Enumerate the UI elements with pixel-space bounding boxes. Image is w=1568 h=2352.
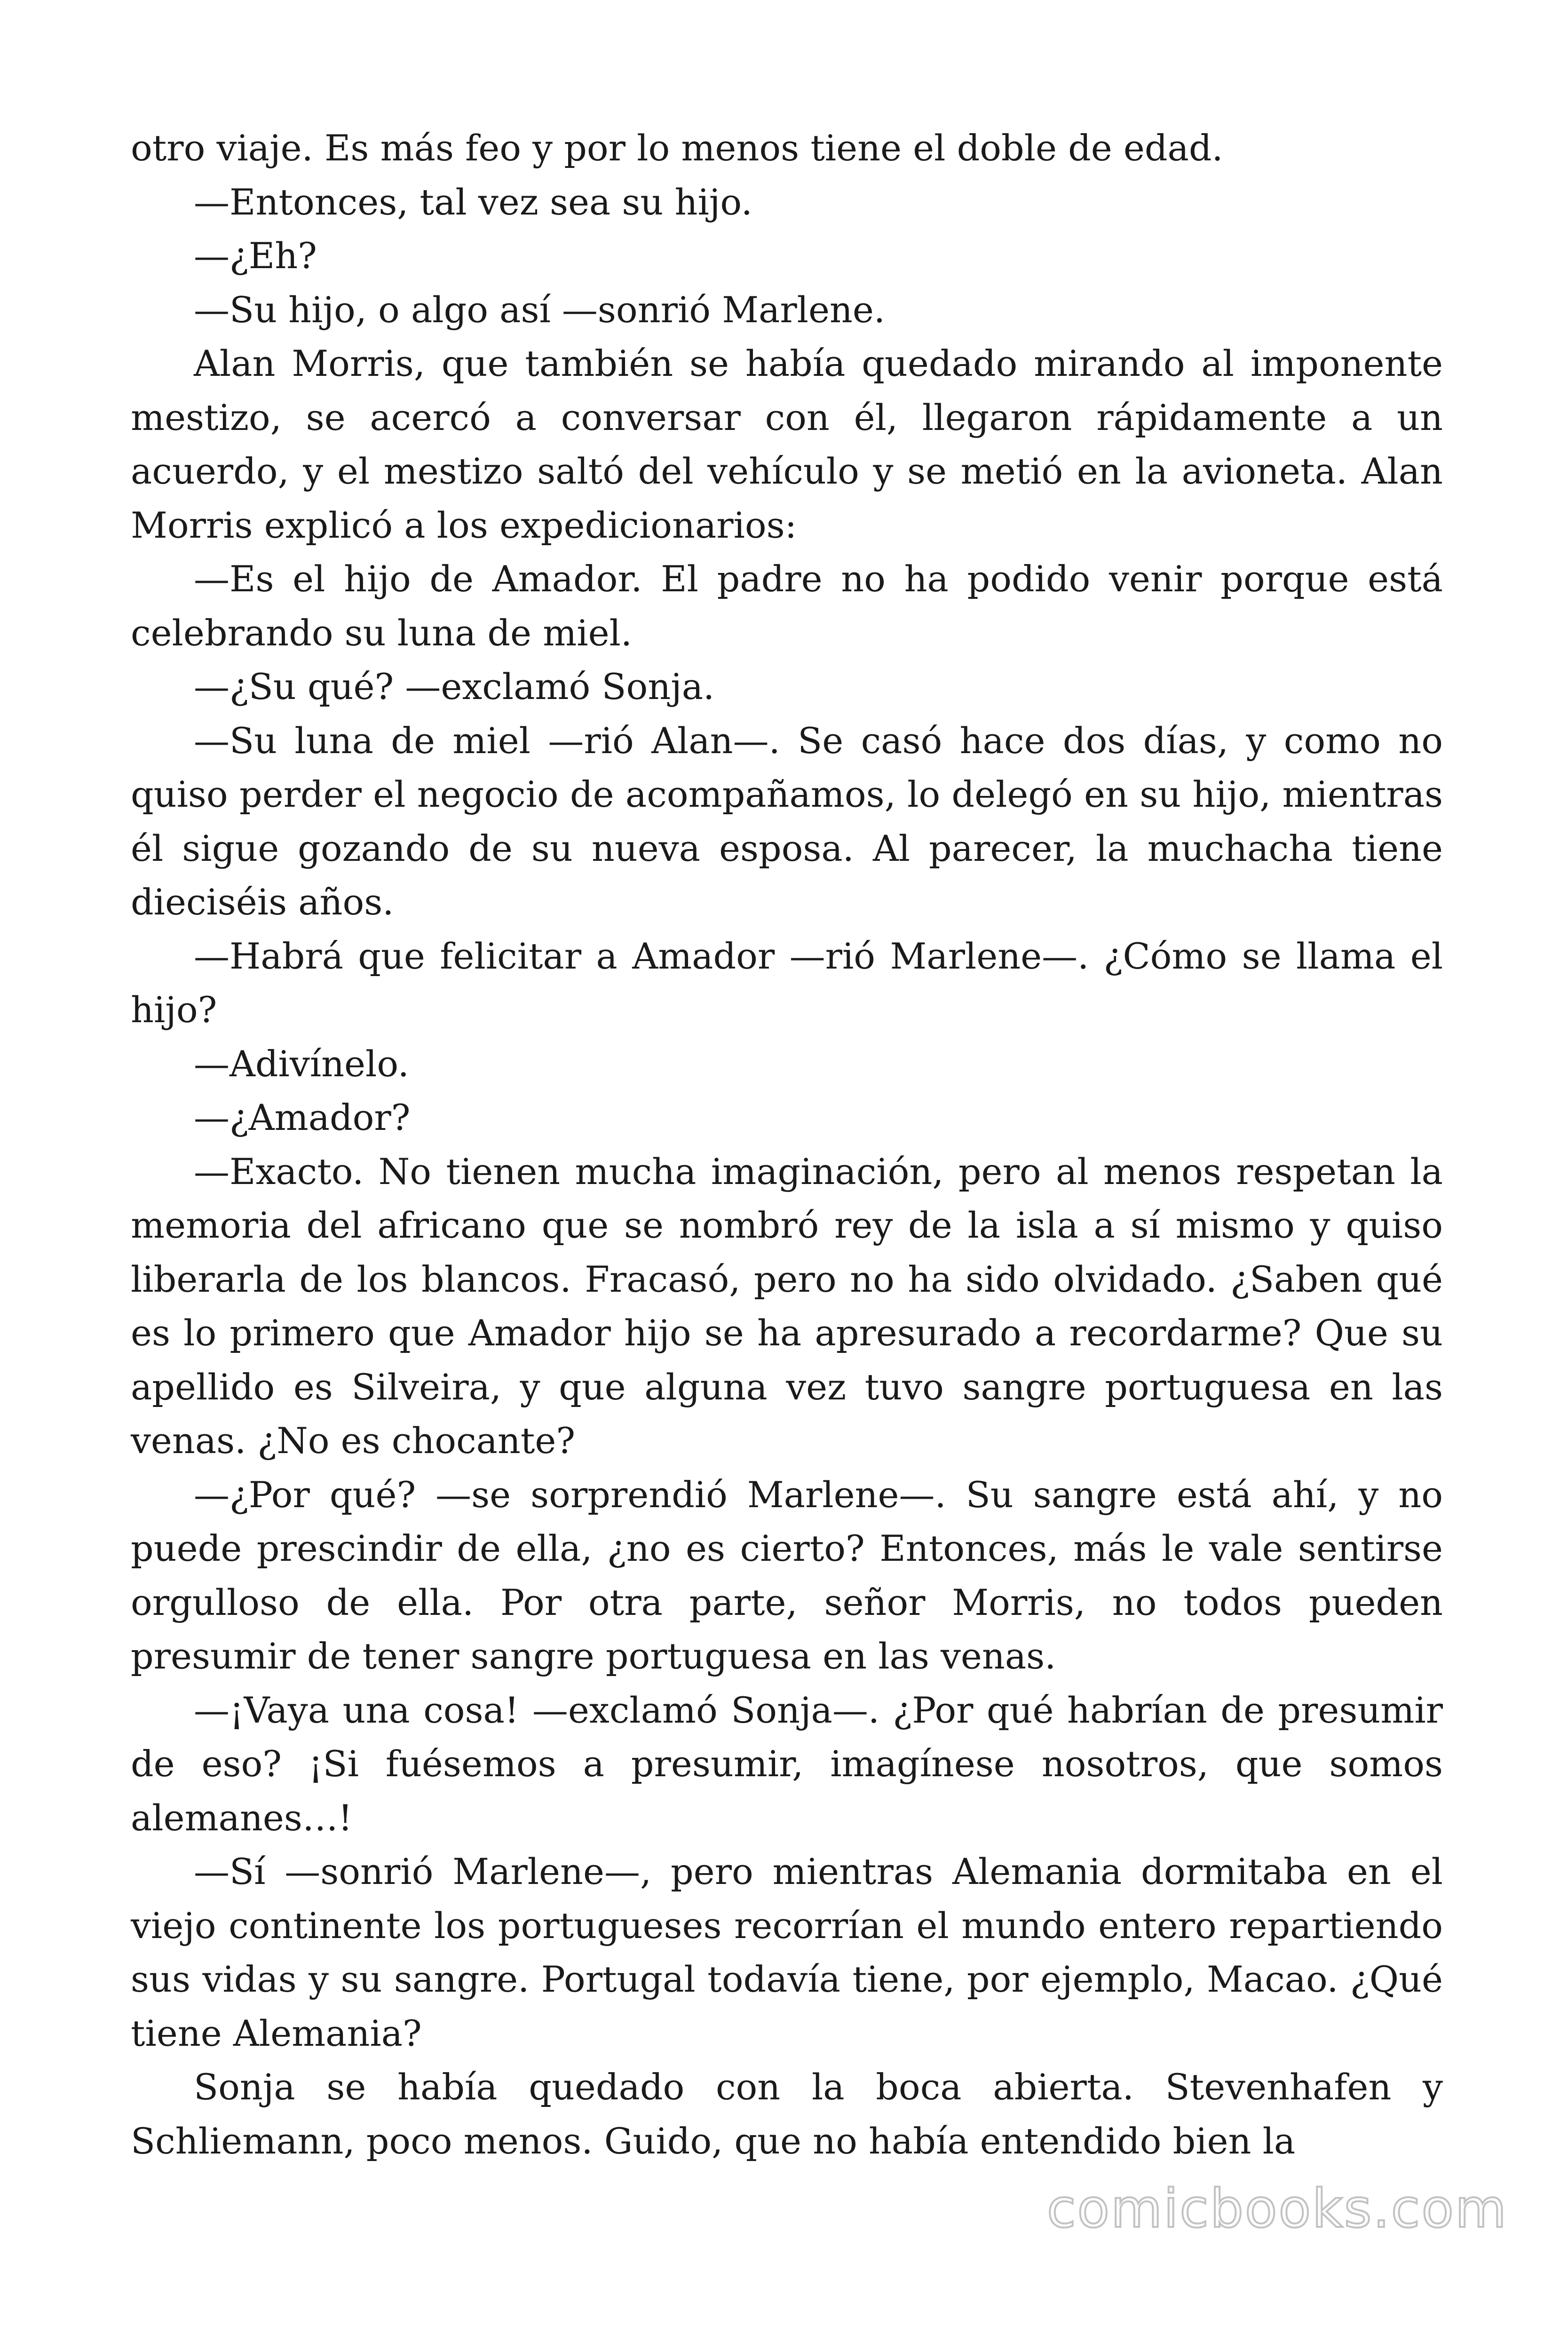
paragraph-14: —¡Vaya una cosa! —exclamó Sonja—. ¿Por qué habrían de presumir de eso? ¡Si fuésemos a presumir, imagínese nosotros, que somos alemanes…! xyxy=(131,1689,1443,1839)
paragraph-8: —Su luna de miel —rió Alan—. Se casó hace dos días, y como no quiso perder el negocio de acompañamos, lo delegó en su hijo, mientras él sigue gozando de su nueva esposa. Al parecer, la muchacha tiene dieciséis años. xyxy=(131,719,1443,923)
paragraph-16: Sonja se había quedado con la boca abierta. Stevenhafen y Schliemann, poco menos. Guido, que no había entendido bien la xyxy=(131,2066,1443,2162)
paragraph-5: Alan Morris, que también se había quedado mirando al imponente mestizo, se acercó a conversar con él, llegaron rápidamente a un acuerdo, y el mestizo saltó del vehículo y se metió en la avioneta. Alan Morris explicó a los expedicionarios: xyxy=(131,342,1443,546)
paragraph-12: —Exacto. No tienen mucha imaginación, pero al menos respetan la memoria del africano que se nombró rey de la isla a sí mismo y quiso liberarla de los blancos. Fracasó, pero no ha sido olvidado. ¿Saben qué es lo primero que Amador hijo se ha apresurado a recordarme? Que su apellido es Silveira, y que alguna vez tuvo sangre portuguesa en las venas. ¿No es chocante? xyxy=(131,1150,1443,1462)
paragraph-3: —¿Eh? xyxy=(194,235,317,277)
paragraph-4: —Su hijo, o algo así —sonrió Marlene. xyxy=(194,288,886,331)
page-body xyxy=(131,121,1443,2168)
paragraph-13: —¿Por qué? —se sorprendió Marlene—. Su sangre está ahí, y no puede prescindir de ella, ¿no es cierto? Entonces, más le vale sentirse orgulloso de ella. Por otra parte, señor Morris, no todos pueden presumir de tener sangre portuguesa en las venas. xyxy=(131,1473,1443,1677)
paragraph-10: —Adivínelo. xyxy=(194,1042,409,1085)
paragraph-15: —Sí —sonrió Marlene—, pero mientras Alemania dormitaba en el viejo continente los portugueses recorrían el mundo entero repartiendo sus vidas y su sangre. Portugal todavía tiene, por ejemplo, Macao. ¿Qué tiene Alemania? xyxy=(131,1851,1443,2054)
paragraph-6: —Es el hijo de Amador. El padre no ha podido venir porque está celebrando su luna de miel. xyxy=(131,558,1443,654)
paragraph-11: —¿Amador? xyxy=(194,1097,411,1138)
paragraph-7: —¿Su qué? —exclamó Sonja. xyxy=(194,666,715,707)
paragraph-1: otro viaje. Es más feo y por lo menos tiene el doble de edad. xyxy=(131,127,1223,169)
paragraph-2: —Entonces, tal vez sea su hijo. xyxy=(194,181,752,223)
watermark: comicbooks.com xyxy=(1046,2178,1508,2240)
paragraph-9: —Habrá que felicitar a Amador —rió Marlene—. ¿Cómo se llama el hijo? xyxy=(131,935,1443,1031)
